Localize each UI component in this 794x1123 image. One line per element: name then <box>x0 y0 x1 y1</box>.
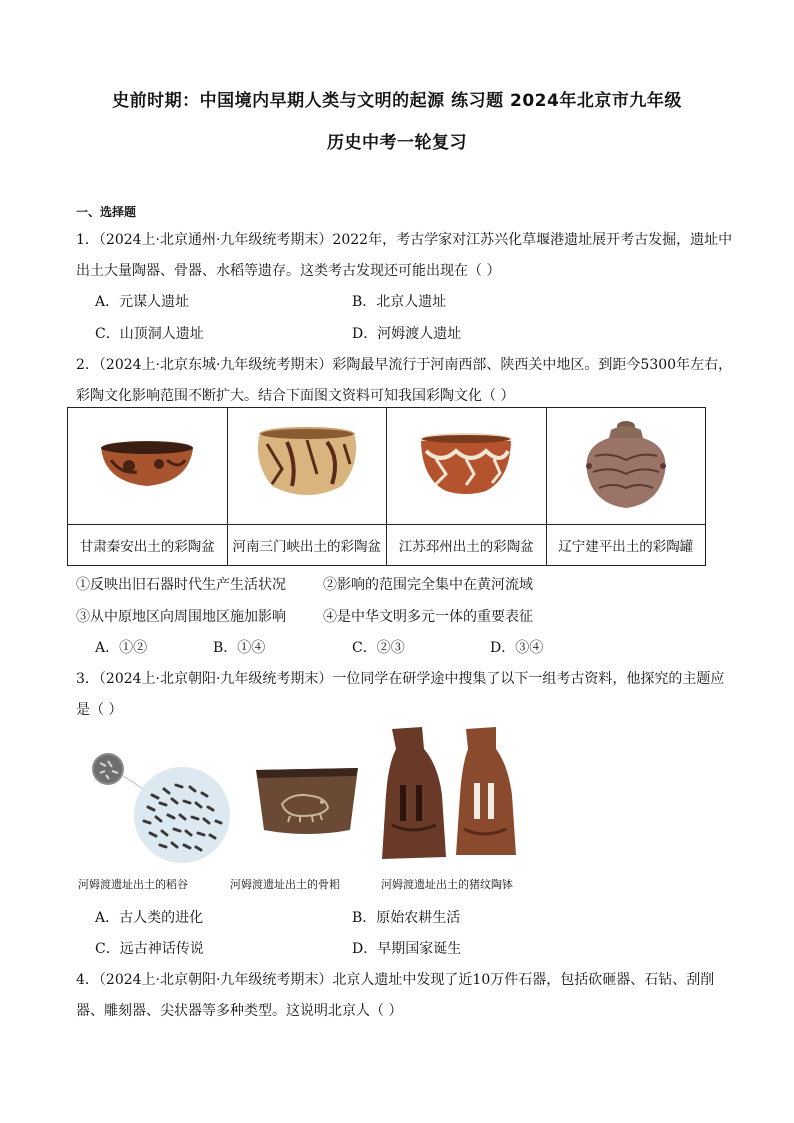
pottery-image-liaoning <box>546 408 706 525</box>
q3-stem-line2: 是（ ） <box>76 702 123 718</box>
pottery-caption-jiangsu: 江苏邳州出土的彩陶盆 <box>387 525 547 566</box>
q4-stem-line1: 4．（2024上·北京朝阳·九年级统考期末）北京人遗址中发现了近10万件石器，包括砍砸器、石钻、刮削 <box>76 972 715 988</box>
rice-grains-image <box>82 745 232 865</box>
bone-spade-image-1 <box>372 725 452 863</box>
document-title-line1: 史前时期：中国境内早期人类与文明的起源 练习题 2024年北京市九年级 <box>112 91 682 111</box>
q2-option-b[interactable]: B．①④ <box>213 640 266 656</box>
pig-pattern-bowl-image <box>252 760 362 840</box>
pottery-table <box>67 407 706 566</box>
section-heading: 一、选择题 <box>76 205 137 219</box>
q3-stem-line1: 3．（2024上·北京朝阳·九年级统考期末）一位同学在研学途中搜集了以下一组考古资料，他探究的主题应 <box>76 671 725 687</box>
figure-caption-pig-bowl: 河姆渡遗址出土的猪纹陶钵 <box>381 878 513 891</box>
q1-option-b[interactable]: B．北京人遗址 <box>352 294 447 310</box>
q2-statement-2: ②影响的范围完全集中在黄河流域 <box>323 577 533 593</box>
pottery-image-gansu <box>68 408 228 525</box>
q3-option-d[interactable]: D．早期国家诞生 <box>352 941 462 957</box>
pottery-caption-liaoning: 辽宁建平出土的彩陶罐 <box>546 525 706 566</box>
pottery-image-jiangsu <box>387 408 547 525</box>
q2-statement-3: ③从中原地区向周围地区施加影响 <box>76 609 286 625</box>
figure-caption-rice: 河姆渡遗址出土的稻谷 <box>78 878 188 891</box>
document-title-line2: 历史中考一轮复习 <box>327 133 467 153</box>
q4-stem-line2: 器、雕刻器、尖状器等多种类型。这说明北京人（ ） <box>76 1003 403 1019</box>
q2-stem-line2: 彩陶文化影响范围不断扩大。结合下面图文资料可知我国彩陶文化（ ） <box>76 388 515 404</box>
q3-option-b[interactable]: B．原始农耕生活 <box>352 910 461 926</box>
q2-option-c[interactable]: C．②③ <box>352 640 405 656</box>
q3-option-a[interactable]: A．古人类的进化 <box>95 910 204 926</box>
q1-stem-line1: 1．（2024上·北京通州·九年级统考期末）2022年，考古学家对江苏兴化草堰港遗址展开考古发掘，遗址中 <box>76 232 733 248</box>
q2-statement-1: ①反映出旧石器时代生产生活状况 <box>76 577 286 593</box>
q1-option-d[interactable]: D．河姆渡人遗址 <box>352 326 462 342</box>
q1-option-c[interactable]: C．山顶洞人遗址 <box>95 326 204 342</box>
pottery-caption-henan: 河南三门峡出土的彩陶盆 <box>227 525 387 566</box>
q1-option-a[interactable]: A．元谋人遗址 <box>95 294 190 310</box>
pottery-image-henan <box>227 408 387 525</box>
figure-caption-bone-spade: 河姆渡遗址出土的骨耜 <box>230 878 340 891</box>
pottery-caption-gansu: 甘肃秦安出土的彩陶盆 <box>68 525 228 566</box>
bone-spade-image-2 <box>450 725 520 860</box>
q2-statement-4: ④是中华文明多元一体的重要表征 <box>323 609 533 625</box>
q2-stem-line1: 2．（2024上·北京东城·九年级统考期末）彩陶最早流行于河南西部、陕西关中地区。到距今5300年左右， <box>76 357 733 373</box>
q2-option-d[interactable]: D．③④ <box>490 640 544 656</box>
q3-option-c[interactable]: C．远古神话传说 <box>95 941 204 957</box>
q1-stem-line2: 出土大量陶器、骨器、水稻等遗存。这类考古发现还可能出现在（ ） <box>76 263 501 279</box>
q2-option-a[interactable]: A．①② <box>95 640 148 656</box>
